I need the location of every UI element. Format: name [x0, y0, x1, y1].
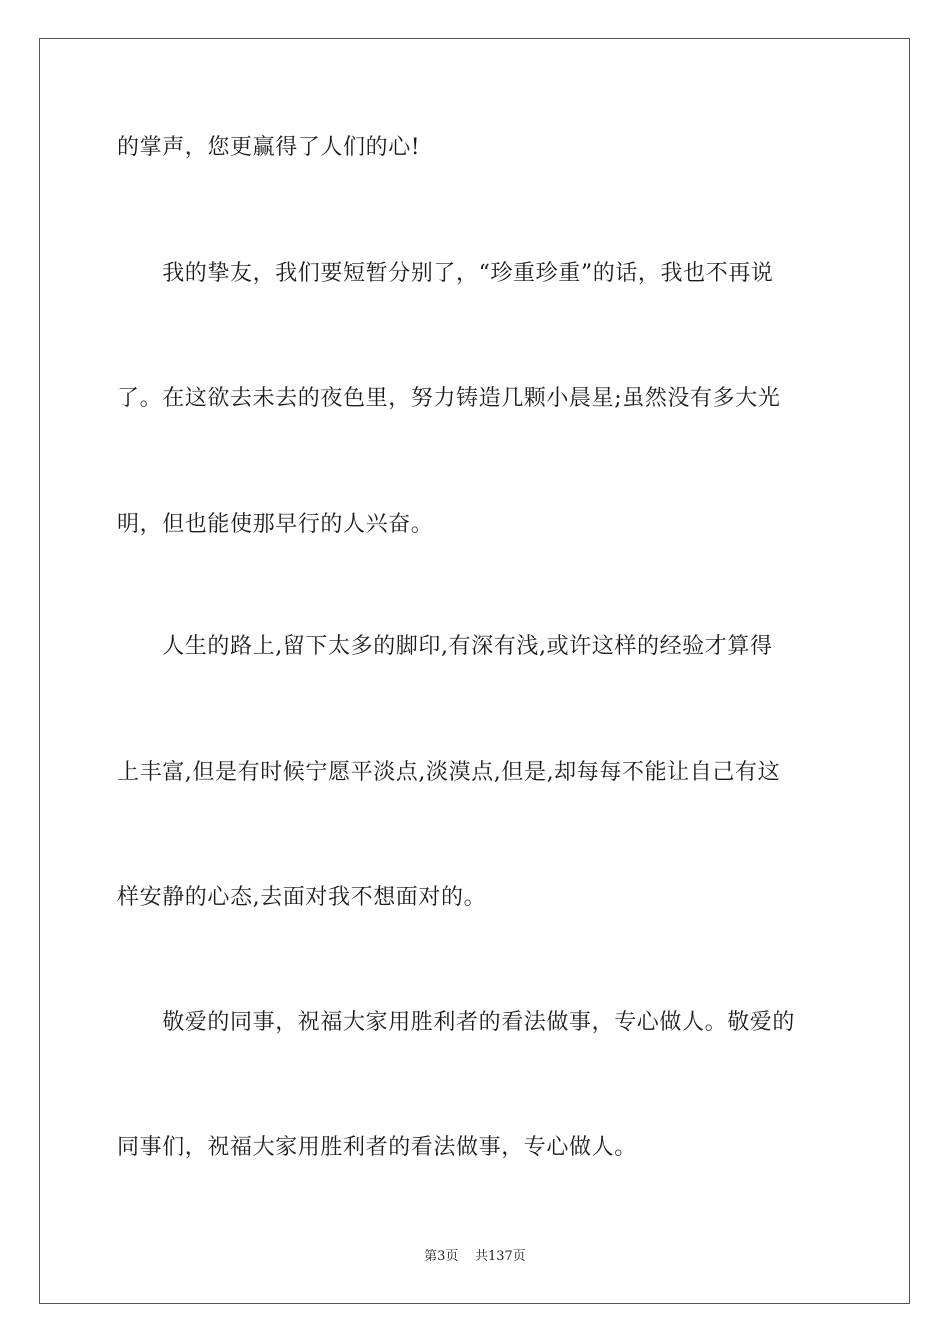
body-text-line: 我的挚友，我们要短暂分别了，“珍重珍重”的话，我也不再说: [117, 261, 774, 286]
body-text-line: 上丰富,但是有时候宁愿平淡点,淡漠点,但是,却每每不能让自己有这: [117, 760, 781, 785]
page-number: 第3页: [424, 1249, 459, 1264]
page-footer: [0, 1247, 950, 1267]
body-text-line: 的掌声，您更赢得了人们的心!: [117, 135, 421, 160]
body-text-line: 同事们，祝福大家用胜利者的看法做事，专心做人。: [117, 1135, 637, 1160]
body-text-line: 样安静的心态,去面对我不想面对的。: [117, 885, 487, 910]
page-border: [39, 38, 910, 1304]
body-text-line: 了。在这欲去未去的夜色里，努力铸造几颗小晨星;虽然没有多大光: [117, 386, 781, 411]
body-text-line: 人生的路上,留下太多的脚印,有深有浅,或许这样的经验才算得: [117, 634, 773, 659]
body-text-line: 敬爱的同事，祝福大家用胜利者的看法做事，专心做人。敬爱的: [117, 1010, 796, 1035]
body-text-line: 明，但也能使那早行的人兴奋。: [117, 512, 434, 537]
page-total: 共137页: [474, 1249, 526, 1264]
